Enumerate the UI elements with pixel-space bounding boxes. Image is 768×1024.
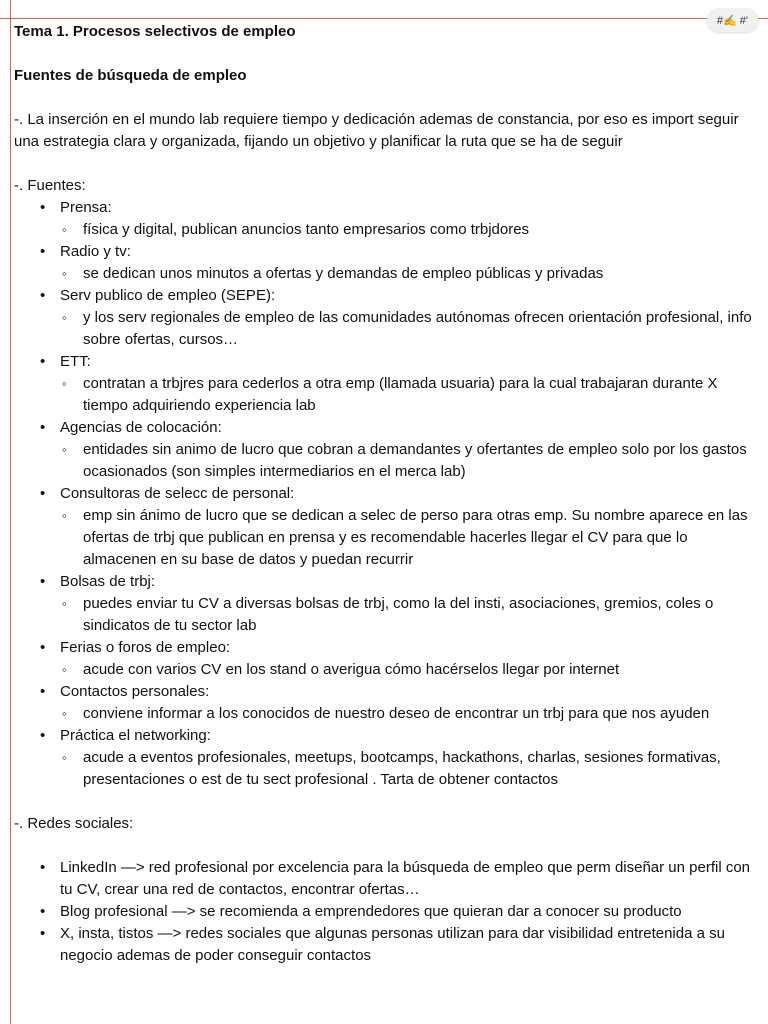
page-title: Tema 1. Procesos selectivos de empleo: [14, 23, 296, 40]
fuentes-list: [14, 197, 754, 791]
list-item: • Prensa: ◦ física y digital, publican anuncios tanto empresarios como trbjdores: [14, 197, 754, 241]
bullet-icon: •: [40, 683, 46, 700]
circle-bullet-icon: ◦: [62, 376, 67, 391]
bullet-icon: •: [40, 639, 46, 656]
bullet-icon: •: [40, 485, 46, 502]
bullet-icon: •: [40, 419, 46, 436]
sub-list-item: ◦ se dedican unos minutos a ofertas y demandas de empleo públicas y privadas: [60, 263, 754, 285]
sub-list-item: ◦ y los serv regionales de empleo de las comunidades autónomas ofrecen orientación profesional, info sobre ofertas, cursos…: [62, 309, 752, 348]
list-item: • Ferias o foros de empleo: ◦ acude con varios CV en los stand o averigua cómo hacérselos llegar por internet: [14, 637, 754, 681]
list-item: • LinkedIn —> red profesional por excelencia para la búsqueda de empleo que perm diseñar un perfil con tu CV, crear una red de contactos, encontrar ofertas…: [40, 859, 751, 898]
circle-bullet-icon: ◦: [62, 750, 67, 765]
document-body: [14, 21, 754, 967]
bullet-icon: •: [40, 925, 46, 942]
sub-list-item: ◦ acude a eventos profesionales, meetups, bootcamps, hackathons, charlas, sesiones formativas, presentaciones o est de tu sect profesional . Tarta de obtener contactos: [62, 749, 721, 788]
margin-line-vertical: [10, 0, 11, 1024]
bullet-icon: •: [40, 573, 46, 590]
circle-bullet-icon: ◦: [62, 442, 67, 457]
redes-heading: -. Redes sociales:: [14, 815, 134, 832]
list-item: • Agencias de colocación: ◦ entidades sin animo de lucro que cobran a demandantes y ofertantes de empleo solo por los gastos ocasionados (son simples intermediarios en el merca lab): [14, 417, 754, 483]
bullet-icon: •: [40, 353, 46, 370]
sub-list-item: ◦ física y digital, publican anuncios tanto empresarios como trbjdores: [60, 219, 754, 241]
circle-bullet-icon: ◦: [62, 596, 67, 611]
circle-bullet-icon: ◦: [62, 706, 67, 721]
list-item: • Contactos personales: ◦ conviene informar a los conocidos de nuestro deseo de encontrar un trbj para que nos ayuden: [14, 681, 754, 725]
circle-bullet-icon: ◦: [62, 266, 67, 281]
circle-bullet-icon: ◦: [62, 222, 67, 237]
sub-list-item: ◦ entidades sin animo de lucro que cobran a demandantes y ofertantes de empleo solo por los gastos ocasionados (son simples intermediarios en el merca lab): [62, 441, 747, 480]
sub-list-item: ◦ emp sin ánimo de lucro que se dedican a selec de perso para otras emp. Su nombre aparece en las ofertas de trbj que publican en prensa y es recomendable hacerles llegar el CV para que lo almacenen en su base de datos y puedan recurrir: [62, 507, 748, 568]
list-item: • Radio y tv: ◦ se dedican unos minutos a ofertas y demandas de empleo públicas y privadas: [14, 241, 754, 285]
list-item: • Bolsas de trbj: ◦ puedes enviar tu CV a diversas bolsas de trbj, como la del insti, asociaciones, gremios, coles o sindicatos de tu sector lab: [14, 571, 754, 637]
sub-list-item: ◦ acude con varios CV en los stand o averigua cómo hacérselos llegar por internet: [60, 659, 754, 681]
circle-bullet-icon: ◦: [62, 310, 67, 325]
margin-line-horizontal: [0, 18, 768, 19]
sub-list-item: ◦ conviene informar a los conocidos de nuestro deseo de encontrar un trbj para que nos ayuden: [60, 703, 754, 725]
bullet-icon: •: [40, 727, 46, 744]
list-item: • Práctica el networking: ◦ acude a eventos profesionales, meetups, bootcamps, hackathons, charlas, sesiones formativas, presentaciones o est de tu sect profesional . Tarta de obtener contactos: [14, 725, 754, 791]
fuentes-heading: -. Fuentes:: [14, 177, 86, 194]
list-item: • X, insta, tistos —> redes sociales que algunas personas utilizan para dar visibilidad entretenida a su negocio ademas de poder conseguir contactos: [40, 925, 725, 964]
bullet-icon: •: [40, 903, 46, 920]
list-item: • Consultoras de selecc de personal: ◦ emp sin ánimo de lucro que se dedican a selec de perso para otras emp. Su nombre aparece en las ofertas de trbj que publican en prensa y es recomendable hacerles llegar el CV para que lo almacenen en su base de datos y puedan recurrir: [14, 483, 754, 571]
bullet-icon: •: [40, 287, 46, 304]
bullet-icon: •: [40, 199, 46, 216]
sub-list-item: ◦ puedes enviar tu CV a diversas bolsas de trbj, como la del insti, asociaciones, gremios, coles o sindicatos de tu sector lab: [62, 595, 714, 634]
bullet-icon: •: [40, 243, 46, 260]
sub-list-item: ◦ contratan a trbjres para cederlos a otra emp (llamada usuaria) para la cual trabajaran durante X tiempo adquiriendo experiencia lab: [62, 375, 718, 414]
list-item: • ETT: ◦ contratan a trbjres para cederlos a otra emp (llamada usuaria) para la cual trabajaran durante X tiempo adquiriendo experiencia lab: [14, 351, 754, 417]
circle-bullet-icon: ◦: [62, 662, 67, 677]
list-item: • Serv publico de empleo (SEPE): ◦ y los serv regionales de empleo de las comunidades autónomas ofrecen orientación profesional, info sobre ofertas, cursos…: [14, 285, 754, 351]
intro-paragraph: -. La inserción en el mundo lab requiere tiempo y dedicación ademas de constancia, por eso es import seguir una estrategia clara y organizada, fijando un objetivo y planificar la ruta que se ha de seguir: [14, 111, 739, 150]
section-title: Fuentes de búsqueda de empleo: [14, 67, 247, 84]
bullet-icon: •: [40, 859, 46, 876]
tag-badge-text: #✍️ #': [716, 14, 748, 27]
circle-bullet-icon: ◦: [62, 508, 67, 523]
redes-list: [14, 857, 754, 967]
list-item: • Blog profesional —> se recomienda a emprendedores que quieran dar a conocer su producto: [14, 901, 754, 923]
